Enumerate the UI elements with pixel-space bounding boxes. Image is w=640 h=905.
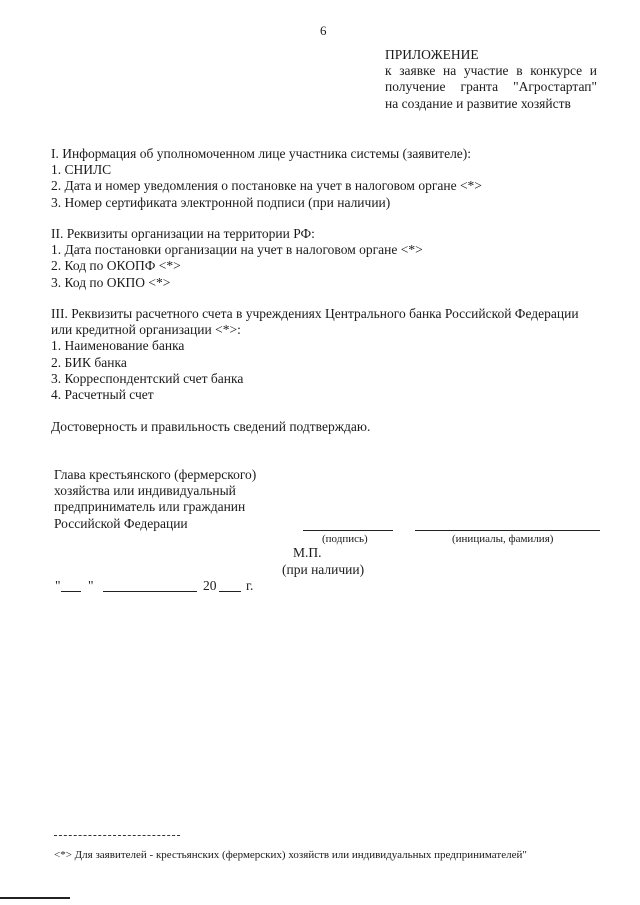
- name-caption: (инициалы, фамилия): [452, 533, 554, 545]
- confirmation-text: Достоверность и правильность сведений подтверждаю.: [51, 419, 371, 434]
- appendix-line: к заявке на участие в конкурсе и: [385, 63, 597, 79]
- name-line: [415, 530, 600, 531]
- footnote: <*> Для заявителей - крестьянских (фермерских) хозяйств или индивидуальных предпринимателей": [54, 849, 527, 861]
- list-item: 3. Номер сертификата электронной подписи (при наличии): [51, 194, 391, 210]
- list-item: 1. Наименование банка: [51, 338, 185, 354]
- appendix-line: на создание и развитие хозяйств: [385, 95, 571, 111]
- date-month-line: [103, 591, 197, 592]
- signatory-line: Глава крестьянского (фермерского): [54, 467, 257, 482]
- date-year-prefix: 20: [203, 578, 217, 593]
- list-item: 1. Дата постановки организации на учет в налоговом органе <*>: [51, 242, 423, 258]
- date-quote-close: ": [88, 578, 94, 593]
- stamp-note: (при наличии): [282, 562, 365, 577]
- bottom-rule: [0, 897, 70, 899]
- section-heading: III. Реквизиты расчетного счета в учреждениях Центрального банка Российской Федерации: [51, 306, 579, 321]
- signatory-block: [54, 467, 256, 532]
- section-applicant: [51, 146, 482, 211]
- signature-line: [303, 530, 393, 531]
- signatory-line: Российской Федерации: [54, 515, 188, 531]
- section-heading: II. Реквизиты организации на территории РФ:: [51, 226, 315, 241]
- date-quote-open: ": [55, 578, 61, 593]
- date-day-line: [61, 591, 81, 592]
- stamp-label: М.П.: [293, 545, 322, 560]
- section-heading: I. Информация об уполномоченном лице участника системы (заявителе):: [51, 146, 472, 161]
- list-item: 4. Расчетный счет: [51, 387, 154, 403]
- section-bank: [51, 306, 579, 403]
- date-year-line: [219, 591, 241, 592]
- section-organization: [51, 226, 423, 291]
- list-item: 2. БИК банка: [51, 354, 127, 370]
- list-item: 2. Дата и номер уведомления о постановке на учет в налоговом органе <*>: [51, 178, 482, 194]
- signatory-line: хозяйства или индивидуальный: [54, 483, 236, 499]
- list-item: 1. СНИЛС: [51, 162, 112, 178]
- page-number: 6: [320, 23, 327, 38]
- list-item: 3. Код по ОКПО <*>: [51, 274, 171, 290]
- section-heading: или кредитной организации <*>:: [51, 322, 241, 338]
- signature-caption: (подпись): [322, 533, 368, 545]
- appendix-header: [385, 47, 597, 112]
- appendix-title: ПРИЛОЖЕНИЕ: [385, 47, 479, 62]
- footnote-separator: [54, 835, 180, 836]
- list-item: 3. Корреспондентский счет банка: [51, 370, 244, 386]
- date-year-suffix: г.: [246, 578, 254, 593]
- signatory-line: предприниматель или гражданин: [54, 499, 246, 515]
- appendix-line: получение гранта "Агростартап": [385, 79, 597, 95]
- list-item: 2. Код по ОКОПФ <*>: [51, 258, 181, 274]
